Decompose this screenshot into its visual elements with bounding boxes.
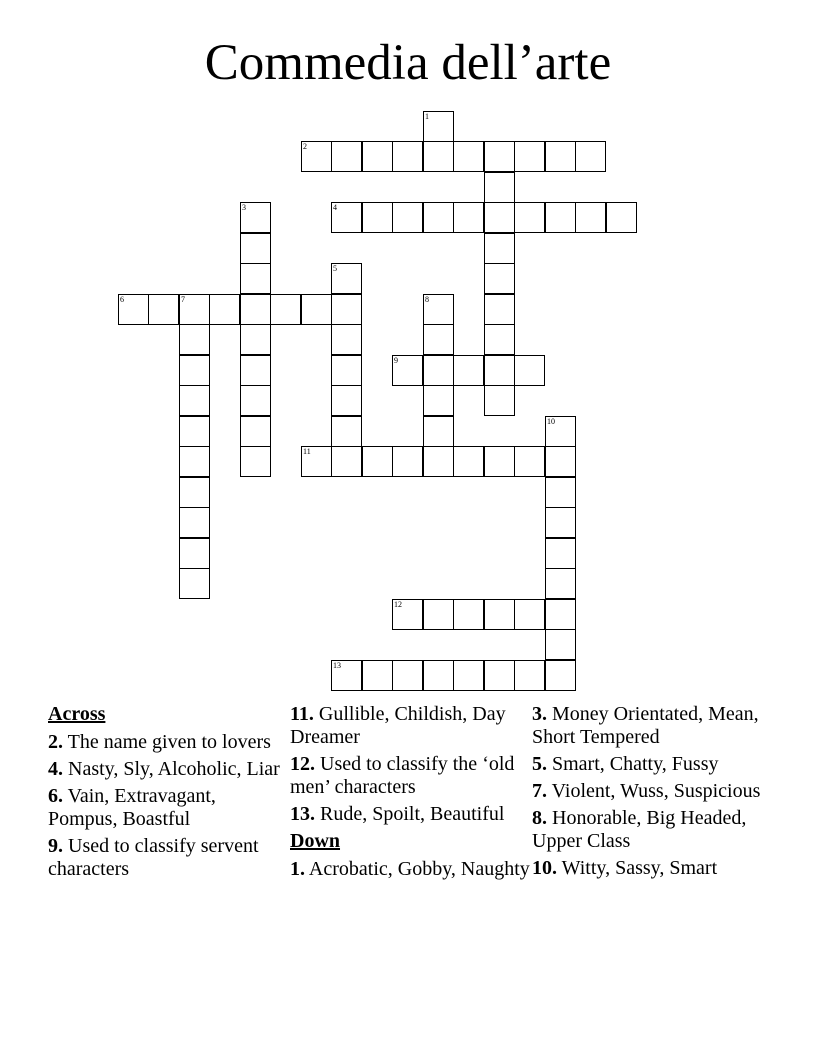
clue-number: 2. [48,731,63,753]
grid-cell[interactable] [545,538,576,569]
clue-text: Acrobatic, Gobby, Naughty [308,858,530,880]
grid-cell[interactable] [423,141,454,172]
clue-number-label: 2 [303,142,307,151]
grid-cell[interactable] [240,446,271,477]
grid-cell-7[interactable] [179,294,210,325]
clue-number-label: 4 [333,203,337,212]
clue-number: 13. [290,803,315,825]
clue-number: 1. [290,858,305,880]
down-clue-5 [532,753,772,776]
grid-cell[interactable] [514,446,545,477]
grid-cell[interactable] [423,416,454,447]
clue-text: Honorable, Big Headed, Upper Class [532,807,747,852]
clue-number: 8. [532,807,547,829]
grid-cell[interactable] [331,324,362,355]
grid-cell[interactable] [484,385,515,416]
grid-cell[interactable] [392,202,423,233]
clue-number-label: 6 [120,295,124,304]
clue-column-3 [532,703,772,884]
grid-cell[interactable] [423,599,454,630]
grid-cell[interactable] [423,446,454,477]
clue-column-2 [290,703,530,885]
across-clue-13 [290,803,530,826]
grid-cell[interactable] [179,568,210,599]
grid-cell[interactable] [240,324,271,355]
grid-cell[interactable] [545,599,576,630]
grid-cell-6[interactable] [118,294,149,325]
grid-cell[interactable] [423,385,454,416]
down-clue-7 [532,780,772,803]
grid-cell[interactable] [514,355,545,386]
clue-number-label: 9 [394,356,398,365]
grid-cell[interactable] [514,660,545,691]
grid-cell-4[interactable] [331,202,362,233]
clue-number: 11. [290,703,314,725]
grid-cell[interactable] [423,355,454,386]
clue-number-label: 5 [333,264,337,273]
across-clue-11 [290,703,530,749]
clue-text: Nasty, Sly, Alcoholic, Liar [68,758,280,780]
grid-cell-13[interactable] [331,660,362,691]
grid-cell[interactable] [240,385,271,416]
across-clue-9 [48,835,283,881]
clue-number: 10. [532,857,557,879]
grid-cell-2[interactable] [301,141,332,172]
grid-cell[interactable] [453,599,484,630]
grid-cell[interactable] [484,355,515,386]
grid-cell-8[interactable] [423,294,454,325]
grid-cell[interactable] [362,202,393,233]
grid-cell[interactable] [606,202,637,233]
grid-cell[interactable] [423,660,454,691]
grid-cell[interactable] [331,446,362,477]
grid-cell-1[interactable] [423,111,454,142]
grid-cell[interactable] [179,355,210,386]
clue-number: 3. [532,703,547,725]
grid-cell[interactable] [453,202,484,233]
clue-text: Gullible, Childish, Day Dreamer [290,703,506,748]
grid-cell[interactable] [240,416,271,447]
across-clue-6 [48,785,283,831]
grid-cell[interactable] [270,294,301,325]
grid-cell[interactable] [362,141,393,172]
clue-text: Vain, Extravagant, Pompus, Boastful [48,785,216,830]
clue-number-label: 12 [394,600,402,609]
clue-text: The name given to lovers [67,731,271,753]
grid-cell[interactable] [484,294,515,325]
grid-cell[interactable] [423,324,454,355]
grid-cell-5[interactable] [331,263,362,294]
grid-cell[interactable] [362,446,393,477]
across-clue-12 [290,753,530,799]
clue-number-label: 7 [181,295,185,304]
grid-cell[interactable] [514,202,545,233]
clue-text: Used to classify servent characters [48,835,259,880]
down-clue-10 [532,857,772,880]
grid-cell[interactable] [484,172,515,203]
grid-cell[interactable] [240,294,271,325]
grid-cell[interactable] [362,660,393,691]
clue-number: 9. [48,835,63,857]
across-clue-4 [48,758,283,781]
down-clue-8 [532,807,772,853]
clue-number-label: 1 [425,112,429,121]
grid-cell[interactable] [423,202,454,233]
grid-cell[interactable] [392,141,423,172]
grid-cell[interactable] [240,233,271,264]
clue-number-label: 11 [303,447,311,456]
grid-cell[interactable] [179,416,210,447]
grid-cell[interactable] [331,294,362,325]
down-clue-1 [290,858,530,881]
across-clue-2 [48,731,283,754]
grid-cell[interactable] [484,233,515,264]
grid-cell-11[interactable] [301,446,332,477]
clue-number-label: 13 [333,661,341,670]
grid-cell[interactable] [484,202,515,233]
clue-number: 7. [532,780,547,802]
grid-cell[interactable] [453,660,484,691]
grid-cell[interactable] [545,477,576,508]
down-heading: Down [290,830,341,852]
clue-number: 4. [48,758,63,780]
grid-cell-10[interactable] [545,416,576,447]
grid-cell[interactable] [575,202,606,233]
grid-cell[interactable] [179,477,210,508]
grid-cell[interactable] [148,294,179,325]
grid-cell-3[interactable] [240,202,271,233]
grid-cell[interactable] [331,355,362,386]
grid-cell[interactable] [453,141,484,172]
clue-number-label: 3 [242,203,246,212]
grid-cell[interactable] [392,660,423,691]
clue-number: 5. [532,753,547,775]
grid-cell[interactable] [179,507,210,538]
clue-number: 6. [48,785,63,807]
grid-cell[interactable] [209,294,240,325]
clue-number: 12. [290,753,315,775]
clue-text: Witty, Sassy, Smart [561,857,718,879]
grid-cell[interactable] [545,507,576,538]
clue-text: Rude, Spoilt, Beautiful [320,803,505,825]
grid-cell[interactable] [545,446,576,477]
grid-cell[interactable] [331,416,362,447]
grid-cell-9[interactable] [392,355,423,386]
grid-cell[interactable] [179,538,210,569]
across-heading: Across [48,703,106,725]
grid-cell[interactable] [545,141,576,172]
grid-cell[interactable] [545,568,576,599]
grid-cell[interactable] [453,446,484,477]
grid-cell[interactable] [484,599,515,630]
grid-cell[interactable] [545,660,576,691]
puzzle-title: Commedia dell’arte [204,35,612,91]
clue-number-label: 8 [425,295,429,304]
grid-cell[interactable] [240,355,271,386]
grid-cell[interactable] [301,294,332,325]
grid-cell[interactable] [514,599,545,630]
grid-cell[interactable] [179,385,210,416]
clue-number-label: 10 [547,417,555,426]
down-clue-3 [532,703,772,749]
grid-cell[interactable] [240,263,271,294]
grid-cell[interactable] [575,141,606,172]
grid-cell[interactable] [545,629,576,660]
grid-cell[interactable] [331,385,362,416]
clue-column-1 [48,703,283,885]
grid-cell[interactable] [331,141,362,172]
grid-cell-12[interactable] [392,599,423,630]
grid-cell[interactable] [453,355,484,386]
grid-cell[interactable] [545,202,576,233]
clue-text: Used to classify the ‘old men’ characters [290,753,515,798]
clue-text: Money Orientated, Mean, Short Tempered [532,703,759,748]
grid-cell[interactable] [484,141,515,172]
grid-cell[interactable] [514,141,545,172]
clue-text: Smart, Chatty, Fussy [552,753,719,775]
grid-cell[interactable] [392,446,423,477]
grid-cell[interactable] [484,263,515,294]
grid-cell[interactable] [179,324,210,355]
grid-cell[interactable] [179,446,210,477]
clue-text: Violent, Wuss, Suspicious [551,780,761,802]
grid-cell[interactable] [484,660,515,691]
grid-cell[interactable] [484,324,515,355]
grid-cell[interactable] [484,446,515,477]
